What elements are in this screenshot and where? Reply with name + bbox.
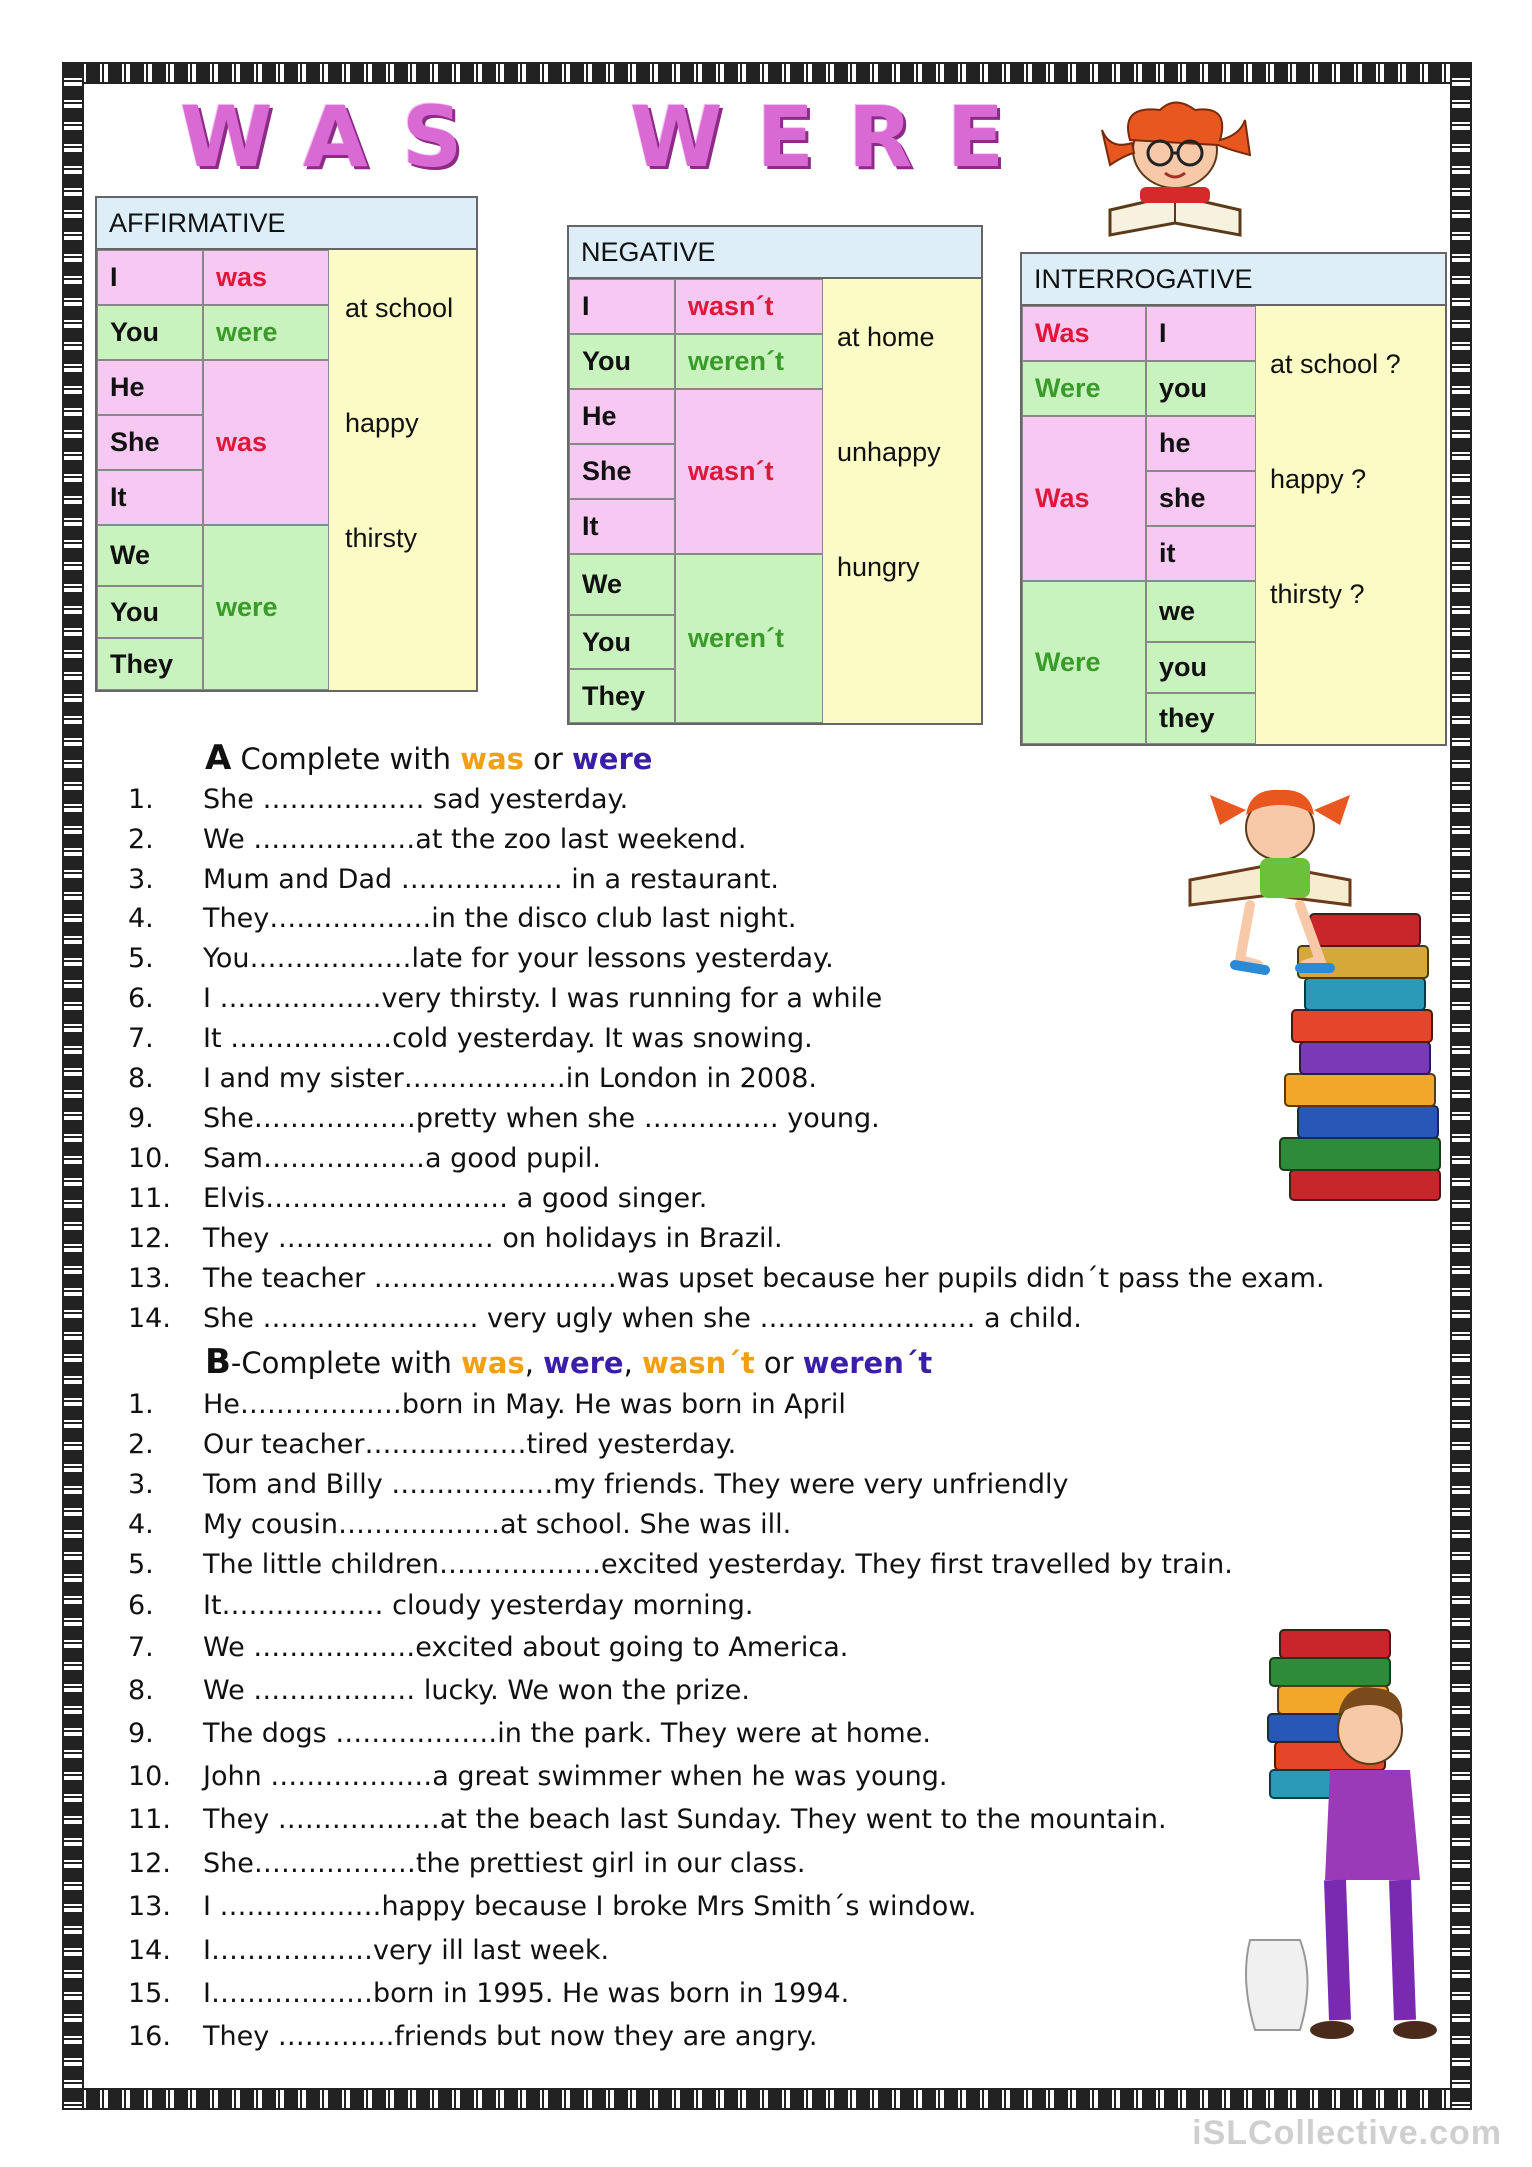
title-were: WERE bbox=[630, 88, 1039, 186]
affirmative-pronoun-it: It bbox=[97, 470, 203, 525]
item-text: It……………… cloudy yesterday morning. bbox=[203, 1590, 754, 1621]
item-number: 7. bbox=[128, 1023, 154, 1054]
affirmative-verb-i: was bbox=[203, 250, 329, 305]
item-number: 1. bbox=[128, 784, 154, 815]
affirmative-verb-we-you-they: were bbox=[203, 525, 329, 690]
interrogative-pronoun-we: we bbox=[1146, 581, 1256, 642]
negative-complement-1: at home bbox=[837, 322, 935, 352]
section-b-keyword-were: were bbox=[543, 1346, 624, 1380]
section-a-mid: or bbox=[523, 742, 573, 776]
section-b-letter: B bbox=[205, 1342, 231, 1382]
interrogative-pronoun-you: you bbox=[1146, 361, 1256, 416]
item-text: I and my sister………………in London in 2008. bbox=[203, 1063, 817, 1094]
item-text: Sam………………a good pupil. bbox=[203, 1143, 601, 1174]
section-b-mid: or bbox=[754, 1346, 803, 1380]
interrogative-table bbox=[1020, 252, 1447, 746]
item-text: John ………………a great swimmer when he was young. bbox=[203, 1761, 948, 1792]
negative-table bbox=[567, 225, 983, 725]
item-text: The teacher ………………………was upset because her pupils didn´t pass the exam. bbox=[203, 1263, 1325, 1294]
item-text: The dogs ………………in the park. They were at home. bbox=[203, 1718, 931, 1749]
negative-pronoun-i: I bbox=[569, 279, 675, 334]
interrogative-pronoun-they: they bbox=[1146, 693, 1256, 744]
affirmative-pronoun-we: We bbox=[97, 525, 203, 586]
interrogative-pronoun-you-plural: you bbox=[1146, 642, 1256, 693]
section-b-keyword-wasnt: wasn´t bbox=[642, 1346, 755, 1380]
boy-carrying-books-illustration bbox=[1220, 1620, 1450, 2070]
interrogative-header: INTERROGATIVE bbox=[1022, 254, 1445, 306]
item-number: 9. bbox=[128, 1103, 154, 1134]
affirmative-complement-3: thirsty bbox=[345, 523, 418, 553]
interrogative-pronoun-i: I bbox=[1146, 306, 1256, 361]
decorative-border-top bbox=[62, 62, 1472, 84]
item-text: The little children………………excited yesterday. They first travelled by train. bbox=[203, 1549, 1233, 1580]
item-number: 3. bbox=[128, 1469, 154, 1500]
interrogative-pronoun-it: it bbox=[1146, 526, 1256, 581]
item-text: She………………pretty when she …………… young. bbox=[203, 1103, 880, 1134]
item-number: 14. bbox=[128, 1303, 171, 1334]
item-number: 9. bbox=[128, 1718, 154, 1749]
item-number: 2. bbox=[128, 1429, 154, 1460]
section-b-prefix: -Complete with bbox=[230, 1346, 462, 1380]
negative-pronoun-she: She bbox=[569, 444, 675, 499]
item-text: I………………very ill last week. bbox=[203, 1935, 610, 1966]
item-text: Mum and Dad ……………… in a restaurant. bbox=[203, 864, 779, 895]
interrogative-complement-1: at school ? bbox=[1270, 349, 1401, 379]
item-number: 12. bbox=[128, 1848, 171, 1879]
item-text: He………………born in May. He was born in April bbox=[203, 1389, 846, 1420]
item-number: 7. bbox=[128, 1632, 154, 1663]
interrogative-complement-3: thirsty ? bbox=[1270, 579, 1365, 609]
item-number: 8. bbox=[128, 1063, 154, 1094]
title-was: WAS bbox=[180, 88, 497, 186]
negative-pronoun-it: It bbox=[569, 499, 675, 554]
section-a-title bbox=[205, 738, 652, 778]
item-text: They …………………… on holidays in Brazil. bbox=[203, 1223, 783, 1254]
affirmative-pronoun-you-plural: You bbox=[97, 586, 203, 638]
negative-header: NEGATIVE bbox=[569, 227, 981, 279]
item-number: 6. bbox=[128, 1590, 154, 1621]
affirmative-verb-you: were bbox=[203, 305, 329, 360]
interrogative-pronoun-he: he bbox=[1146, 416, 1256, 471]
interrogative-complement-2: happy ? bbox=[1270, 464, 1367, 494]
negative-pronoun-you: You bbox=[569, 334, 675, 389]
negative-pronoun-he: He bbox=[569, 389, 675, 444]
item-number: 14. bbox=[128, 1935, 171, 1966]
interrogative-verb-we-you-they: Were bbox=[1022, 581, 1146, 744]
affirmative-header: AFFIRMATIVE bbox=[97, 198, 476, 250]
section-b-keyword-was: was bbox=[461, 1346, 525, 1380]
section-a-keyword-was: was bbox=[460, 742, 524, 776]
item-number: 10. bbox=[128, 1761, 171, 1792]
affirmative-verb-he-she-it: was bbox=[203, 360, 329, 525]
item-text: They………………in the disco club last night. bbox=[203, 903, 797, 934]
site-watermark: iSLCollective.com bbox=[1192, 2114, 1502, 2152]
item-number: 5. bbox=[128, 943, 154, 974]
affirmative-table bbox=[95, 196, 478, 692]
negative-verb-you: weren´t bbox=[675, 334, 823, 389]
section-b-sep1: , bbox=[524, 1346, 544, 1380]
item-text: Our teacher………………tired yesterday. bbox=[203, 1429, 737, 1460]
negative-verb-we-you-they: weren´t bbox=[675, 554, 823, 723]
item-number: 5. bbox=[128, 1549, 154, 1580]
item-number: 4. bbox=[128, 1509, 154, 1540]
negative-complement-3: hungry bbox=[837, 552, 920, 582]
negative-pronoun-we: We bbox=[569, 554, 675, 615]
item-text: She …………………… very ugly when she …………………… a child. bbox=[203, 1303, 1082, 1334]
item-number: 11. bbox=[128, 1804, 171, 1835]
item-number: 16. bbox=[128, 2021, 171, 2052]
affirmative-complement-2: happy bbox=[345, 408, 419, 438]
item-number: 4. bbox=[128, 903, 154, 934]
girl-on-books-illustration bbox=[1180, 770, 1450, 1210]
negative-pronoun-you-plural: You bbox=[569, 615, 675, 669]
item-number: 11. bbox=[128, 1183, 171, 1214]
item-number: 12. bbox=[128, 1223, 171, 1254]
interrogative-verb-you: Were bbox=[1022, 361, 1146, 416]
section-a-letter: A bbox=[205, 738, 232, 778]
item-number: 6. bbox=[128, 983, 154, 1014]
girl-reading-illustration bbox=[1090, 95, 1260, 245]
section-a-prefix: Complete with bbox=[231, 742, 461, 776]
affirmative-complement-1: at school bbox=[345, 293, 454, 323]
item-text: I ………………very thirsty. I was running for a while bbox=[203, 983, 883, 1014]
item-text: She………………the prettiest girl in our class. bbox=[203, 1848, 806, 1879]
item-number: 1. bbox=[128, 1389, 154, 1420]
negative-verb-i: wasn´t bbox=[675, 279, 823, 334]
item-text: We ……………… lucky. We won the prize. bbox=[203, 1675, 750, 1706]
item-number: 2. bbox=[128, 824, 154, 855]
negative-pronoun-they: They bbox=[569, 669, 675, 723]
negative-complement-2: unhappy bbox=[837, 437, 941, 467]
item-text: We ………………excited about going to America. bbox=[203, 1632, 849, 1663]
decorative-border-bottom bbox=[62, 2088, 1472, 2110]
item-text: They ………………at the beach last Sunday. They went to the mountain. bbox=[203, 1804, 1167, 1835]
item-number: 15. bbox=[128, 1978, 171, 2009]
interrogative-verb-he-she-it: Was bbox=[1022, 416, 1146, 581]
interrogative-verb-i: Was bbox=[1022, 306, 1146, 361]
item-text: Elvis……………………… a good singer. bbox=[203, 1183, 708, 1214]
item-text: We ………………at the zoo last weekend. bbox=[203, 824, 747, 855]
item-text: Tom and Billy ………………my friends. They were very unfriendly bbox=[203, 1469, 1069, 1500]
item-number: 13. bbox=[128, 1263, 171, 1294]
affirmative-pronoun-you: You bbox=[97, 305, 203, 360]
interrogative-pronoun-she: she bbox=[1146, 471, 1256, 526]
section-a-keyword-were: were bbox=[572, 742, 653, 776]
decorative-border-right bbox=[1450, 62, 1472, 2110]
affirmative-pronoun-he: He bbox=[97, 360, 203, 415]
item-text: She ……………… sad yesterday. bbox=[203, 784, 629, 815]
item-number: 10. bbox=[128, 1143, 171, 1174]
section-b-title bbox=[205, 1342, 932, 1382]
negative-verb-he-she-it: wasn´t bbox=[675, 389, 823, 554]
item-text: My cousin………………at school. She was ill. bbox=[203, 1509, 792, 1540]
section-b-sep2: , bbox=[623, 1346, 643, 1380]
item-text: You………………late for your lessons yesterday. bbox=[203, 943, 834, 974]
item-text: I………………born in 1995. He was born in 1994. bbox=[203, 1978, 850, 2009]
item-text: It ………………cold yesterday. It was snowing. bbox=[203, 1023, 813, 1054]
affirmative-pronoun-she: She bbox=[97, 415, 203, 470]
affirmative-pronoun-they: They bbox=[97, 638, 203, 690]
section-b-keyword-werent: weren´t bbox=[802, 1346, 933, 1380]
item-number: 13. bbox=[128, 1891, 171, 1922]
item-number: 8. bbox=[128, 1675, 154, 1706]
item-number: 3. bbox=[128, 864, 154, 895]
item-text: They ………….friends but now they are angry. bbox=[203, 2021, 818, 2052]
affirmative-pronoun-i: I bbox=[97, 250, 203, 305]
decorative-border-left bbox=[62, 62, 84, 2110]
item-text: I ………………happy because I broke Mrs Smith´s window. bbox=[203, 1891, 977, 1922]
